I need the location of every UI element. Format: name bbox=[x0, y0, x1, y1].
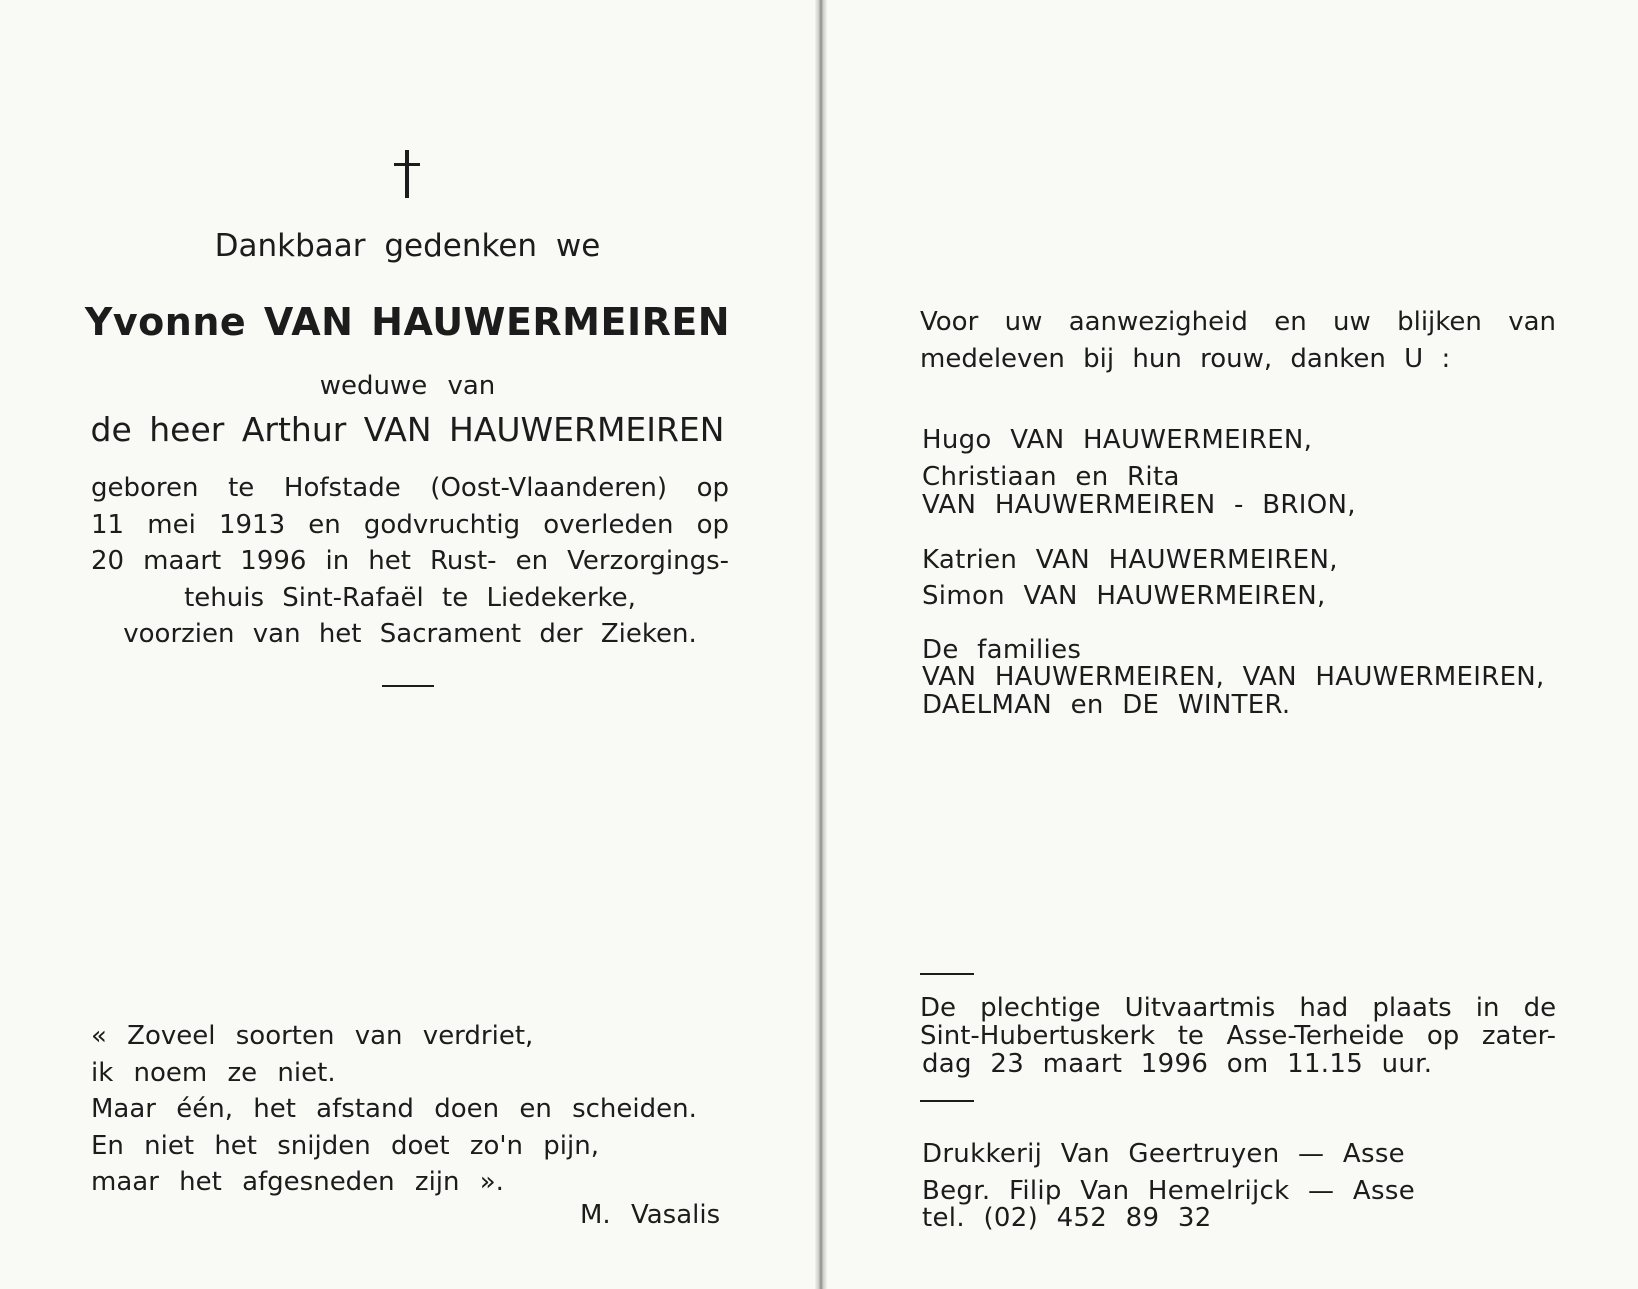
separator-dash bbox=[920, 973, 974, 975]
families-names: DAELMAN en DE WINTER. bbox=[922, 690, 1291, 720]
spouse-name: de heer Arthur VAN HAUWERMEIREN bbox=[90, 410, 725, 449]
family-member: Simon VAN HAUWERMEIREN, bbox=[922, 581, 1326, 611]
poem-line: « Zoveel soorten van verdriet, bbox=[91, 1021, 534, 1051]
poem-line: En niet het snijden doet zo'n pijn, bbox=[91, 1130, 599, 1161]
mass-line: De plechtige Uitvaartmis had plaats in de bbox=[920, 993, 1557, 1023]
separator-dash bbox=[382, 685, 434, 687]
thanks-line: Voor uw aanwezigheid en uw blijken van bbox=[920, 307, 1557, 337]
intro-text: Dankbaar gedenken we bbox=[214, 228, 601, 264]
poem-line: ik noem ze niet. bbox=[91, 1057, 336, 1088]
bio-line: 20 maart 1996 in het Rust- en Verzorgings- bbox=[91, 546, 730, 576]
card-fold bbox=[815, 0, 827, 1289]
cross-icon bbox=[394, 150, 420, 200]
families-names: VAN HAUWERMEIREN, VAN HAUWERMEIREN, bbox=[922, 662, 1545, 692]
deceased-name: Yvonne VAN HAUWERMEIREN bbox=[84, 300, 731, 344]
mass-line: Sint-Hubertuskerk te Asse-Terheide op zater- bbox=[920, 1021, 1557, 1051]
families-label: De families bbox=[922, 635, 1082, 665]
family-member: Hugo VAN HAUWERMEIREN, bbox=[922, 425, 1313, 455]
thanks-line: medeleven bij hun rouw, danken U : bbox=[920, 344, 1451, 374]
poem bbox=[91, 1018, 697, 1201]
family-member: VAN HAUWERMEIREN - BRION, bbox=[922, 490, 1356, 520]
poem-line: Maar één, het afstand doen en scheiden. bbox=[91, 1094, 697, 1124]
bio-line: voorzien van het Sacrament der Zieken. bbox=[123, 619, 697, 649]
poem-author: M. Vasalis bbox=[580, 1200, 721, 1230]
undertaker-credit: Begr. Filip Van Hemelrijck — Asse bbox=[922, 1176, 1416, 1206]
printer-credit: Drukkerij Van Geertruyen — Asse bbox=[922, 1139, 1405, 1169]
family-member: Christiaan en Rita bbox=[922, 462, 1180, 492]
left-panel bbox=[0, 0, 815, 1289]
mass-line: dag 23 maart 1996 om 11.15 uur. bbox=[922, 1049, 1433, 1079]
bio-line: tehuis Sint-Rafaël te Liedekerke, bbox=[184, 582, 636, 613]
bio-line: geboren te Hofstade (Oost-Vlaanderen) op bbox=[91, 473, 730, 503]
poem-line: maar het afgesneden zijn ». bbox=[91, 1167, 504, 1197]
biography bbox=[91, 470, 729, 653]
separator-dash bbox=[920, 1100, 974, 1102]
phone-number: tel. (02) 452 89 32 bbox=[922, 1203, 1212, 1233]
thanks-text bbox=[920, 304, 1556, 378]
family-member: Katrien VAN HAUWERMEIREN, bbox=[922, 545, 1338, 575]
bio-line: 11 mei 1913 en godvruchtig overleden op bbox=[91, 509, 730, 540]
relation-text: weduwe van bbox=[319, 371, 496, 401]
